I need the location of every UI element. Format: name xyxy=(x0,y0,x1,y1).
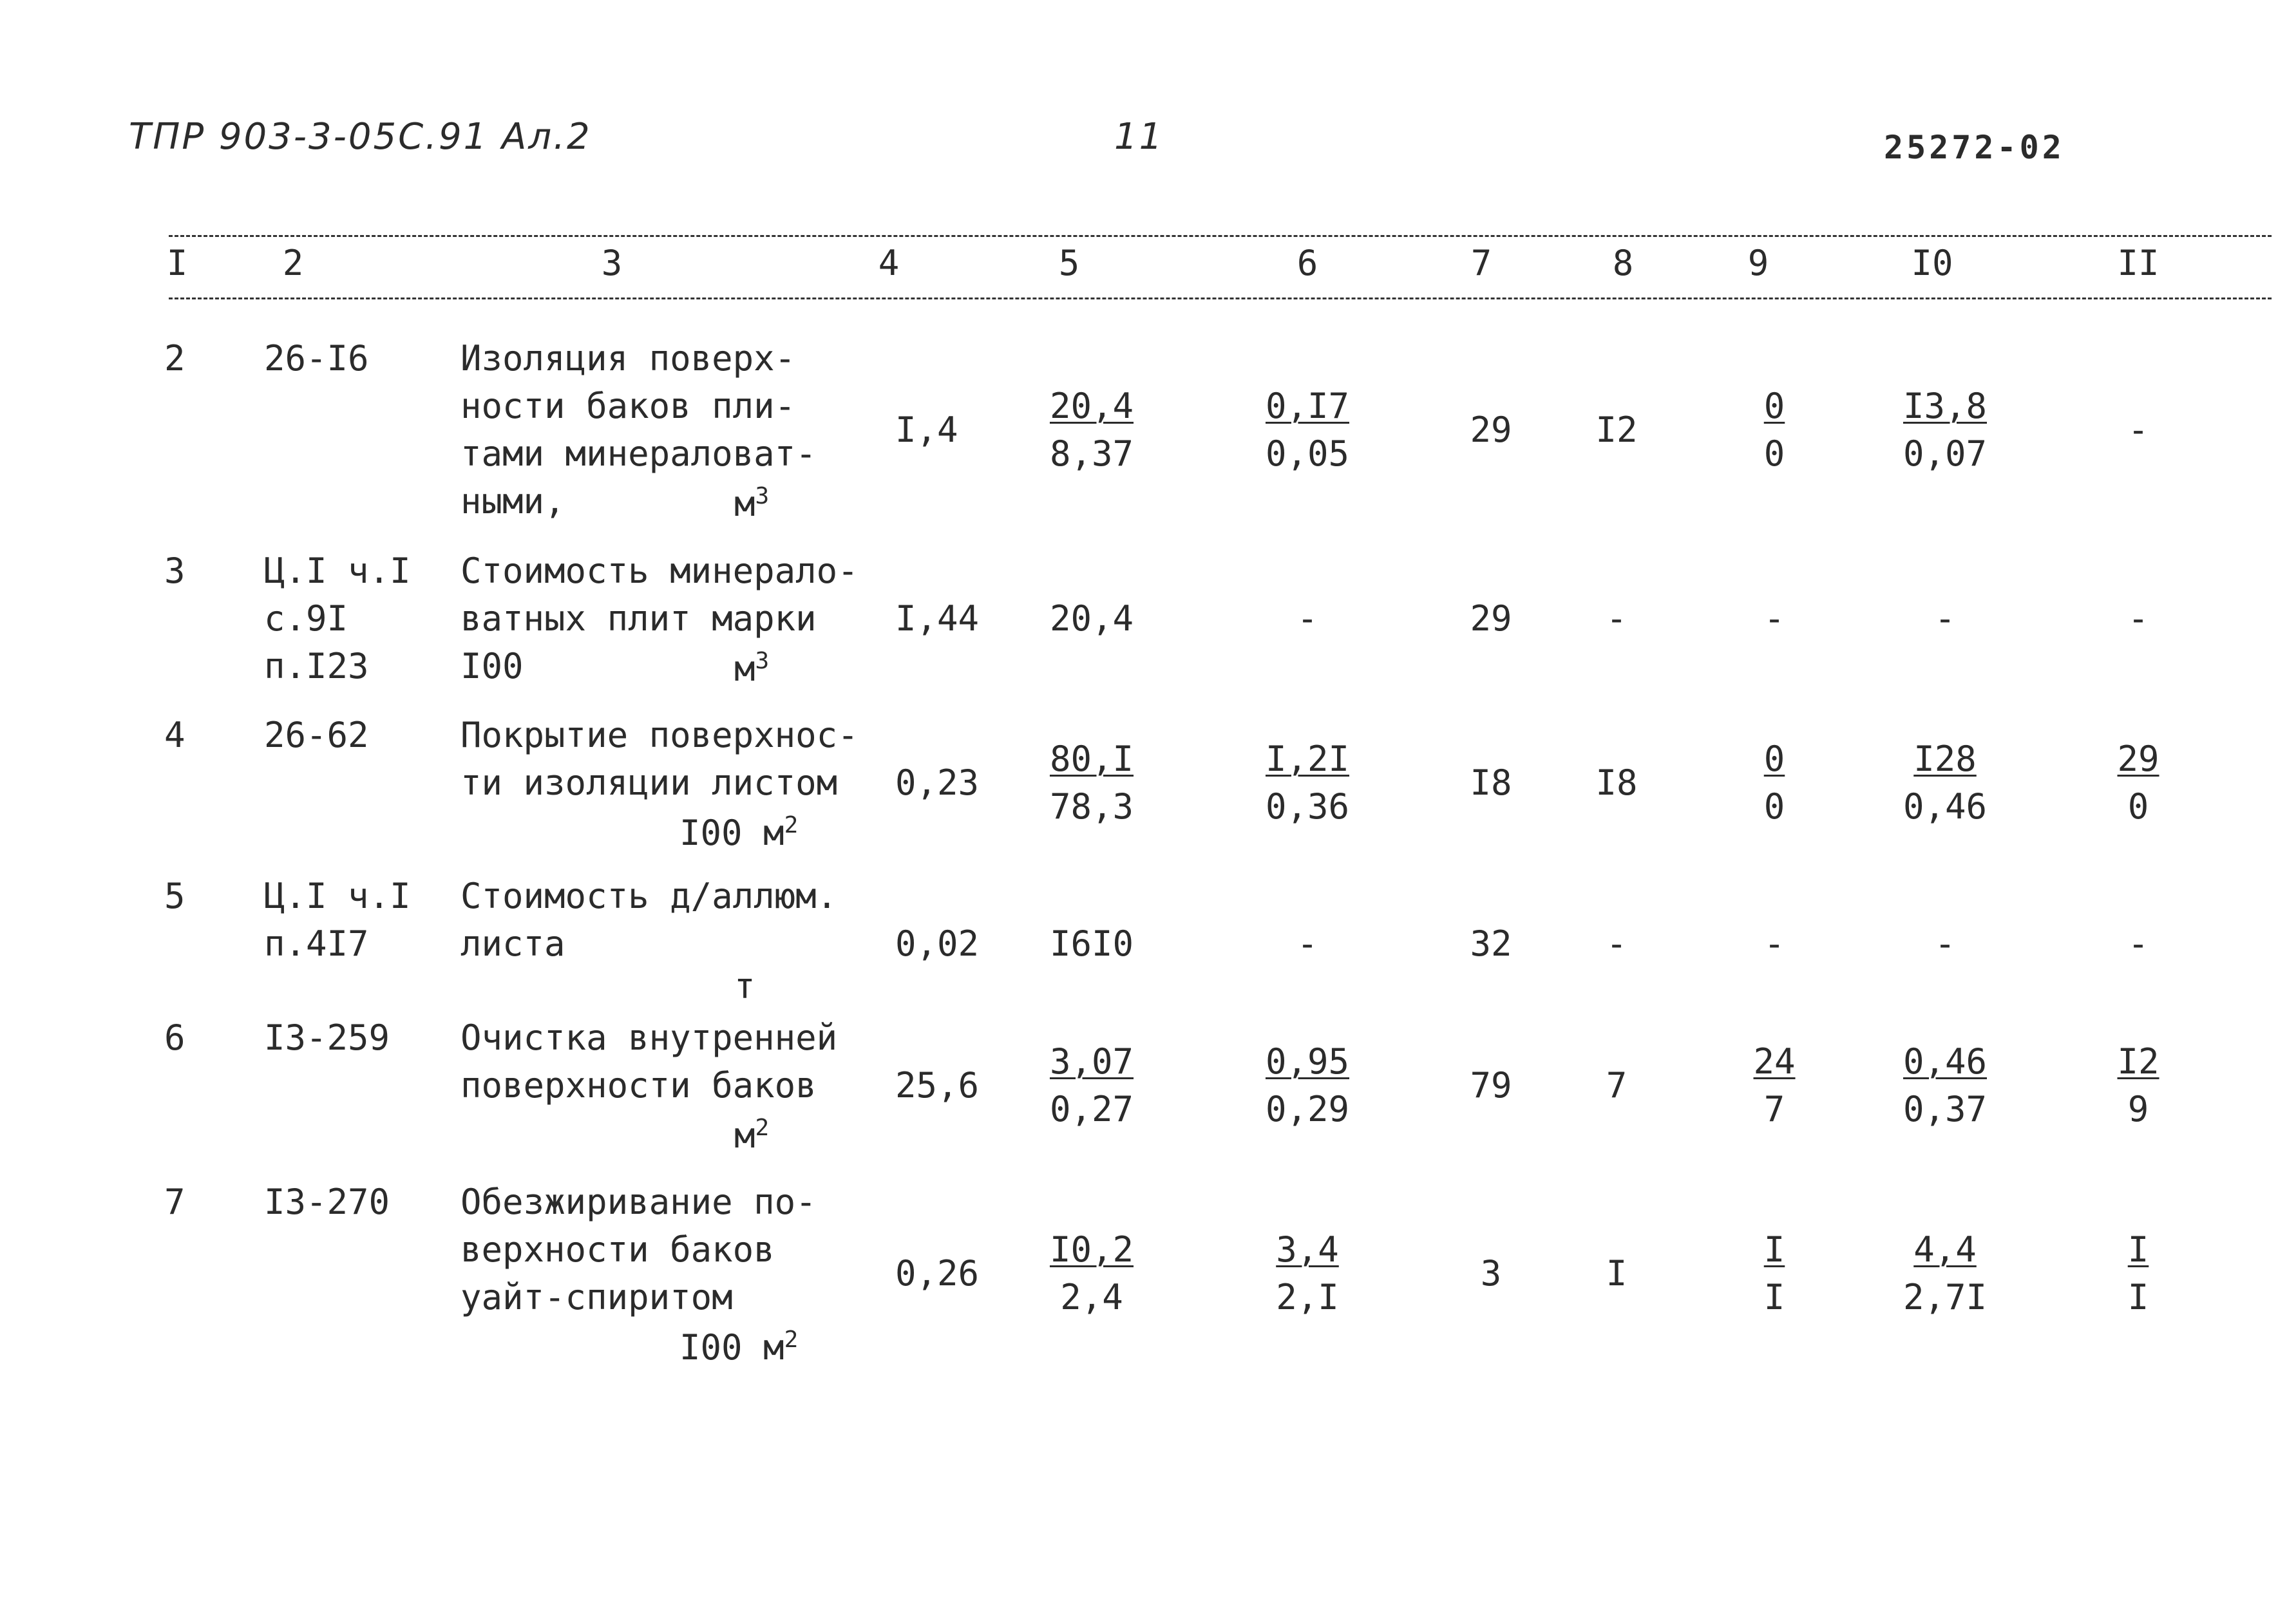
row-c7: 3 xyxy=(1480,1253,1502,1294)
row-c11: - xyxy=(2127,598,2149,639)
col-header-11: II xyxy=(2117,243,2159,283)
row-c9-fraction xyxy=(1726,1038,1823,1133)
col-header-3: 3 xyxy=(601,243,623,283)
row-c7: 29 xyxy=(1470,598,1512,639)
row-c5: 20,4 xyxy=(1049,598,1134,639)
row-c8: 7 xyxy=(1606,1065,1628,1106)
fraction-numerator: 20,4 xyxy=(1049,386,1134,426)
row-number: 4 xyxy=(164,715,185,755)
fraction-numerator: 3,4 xyxy=(1276,1229,1339,1270)
row-c9-fraction xyxy=(1726,382,1823,478)
row-c5-fraction xyxy=(1030,1226,1153,1321)
table-top-rule xyxy=(169,235,2272,237)
row-c11-fraction xyxy=(2087,1226,2190,1321)
fraction-numerator: 29 xyxy=(2117,739,2159,779)
fraction-denominator: 2,I xyxy=(1276,1277,1339,1317)
fraction-denominator: 78,3 xyxy=(1049,786,1134,827)
row-c7: I8 xyxy=(1470,762,1512,803)
row-quantity: 0,02 xyxy=(895,923,980,964)
row-unit: $м^3$ xyxy=(734,648,770,689)
row-c10-fraction xyxy=(1887,1226,2003,1321)
row-c7: 29 xyxy=(1470,410,1512,450)
fraction-denominator: 0 xyxy=(1763,786,1785,827)
fraction-denominator: 0,05 xyxy=(1265,433,1350,474)
row-c10-fraction xyxy=(1887,1038,2003,1133)
col-header-7: 7 xyxy=(1470,243,1492,283)
row-c10-fraction xyxy=(1887,382,2003,478)
row-c6-fraction xyxy=(1243,382,1372,478)
col-header-2: 2 xyxy=(282,243,304,283)
row-code: Ц.I ч.I с.9I п.I23 xyxy=(264,551,411,686)
fraction-numerator: I xyxy=(1763,1229,1785,1270)
row-c8: - xyxy=(1606,598,1628,639)
row-c5: I6I0 xyxy=(1049,923,1134,964)
row-c7: 79 xyxy=(1470,1065,1512,1106)
col-header-9: 9 xyxy=(1747,243,1769,283)
row-unit: I00 $м^2$ xyxy=(679,1327,799,1368)
row-code: 26-I6 xyxy=(264,338,369,379)
row-number: 3 xyxy=(164,551,185,591)
row-c5-fraction xyxy=(1030,382,1153,478)
row-code: I3-259 xyxy=(264,1017,390,1058)
row-c8: - xyxy=(1606,923,1628,964)
fraction-denominator: 9 xyxy=(2127,1089,2149,1129)
fraction-numerator: 0 xyxy=(1763,386,1785,426)
fraction-denominator: 0 xyxy=(2127,786,2149,827)
row-c8: I2 xyxy=(1595,410,1638,450)
fraction-denominator: 0,07 xyxy=(1903,433,1988,474)
row-c11: - xyxy=(2127,410,2149,450)
fraction-numerator: 0,95 xyxy=(1265,1041,1350,1082)
row-c10: - xyxy=(1934,598,1956,639)
col-header-10: I0 xyxy=(1911,243,1953,283)
row-description: Стоимость д/аллюм. листа xyxy=(460,876,838,964)
row-description: Стоимость минерало- ватных плит марки I00 xyxy=(460,551,859,686)
fraction-numerator: 0,46 xyxy=(1903,1041,1988,1082)
header-bottom-rule xyxy=(169,297,2272,299)
row-unit: I00 $м^2$ xyxy=(679,812,799,853)
row-description: Очистка внутренней поверхности баков xyxy=(460,1017,838,1106)
row-quantity: I,4 xyxy=(895,410,958,450)
row-c6-fraction xyxy=(1243,1226,1372,1321)
row-number: 5 xyxy=(164,876,185,916)
sheet-code: 25272-02 xyxy=(1884,129,2065,166)
row-c6-fraction xyxy=(1243,1038,1372,1133)
row-number: 7 xyxy=(164,1182,185,1222)
row-c11-fraction xyxy=(2087,1038,2190,1133)
fraction-denominator: 0,46 xyxy=(1903,786,1988,827)
row-c5-fraction xyxy=(1030,1038,1153,1133)
fraction-numerator: I3,8 xyxy=(1903,386,1988,426)
row-c6: - xyxy=(1296,598,1318,639)
fraction-denominator: 0,36 xyxy=(1265,786,1350,827)
document-code: ТПР 903-3-05С.91 Ал.2 xyxy=(129,116,592,158)
fraction-numerator: 24 xyxy=(1753,1041,1796,1082)
row-number: 2 xyxy=(164,338,185,379)
fraction-numerator: 0 xyxy=(1763,739,1785,779)
col-header-1: I xyxy=(166,243,188,283)
fraction-numerator: 3,07 xyxy=(1049,1041,1134,1082)
fraction-denominator: 7 xyxy=(1763,1089,1785,1129)
fraction-numerator: I,2I xyxy=(1265,739,1350,779)
fraction-denominator: 0,29 xyxy=(1265,1089,1350,1129)
fraction-numerator: I2 xyxy=(2117,1041,2159,1082)
row-quantity: 0,26 xyxy=(895,1253,980,1294)
row-code: I3-270 xyxy=(264,1182,390,1222)
page-number: 11 xyxy=(1114,116,1164,158)
fraction-denominator: I xyxy=(2127,1277,2149,1317)
row-c8: I xyxy=(1606,1253,1628,1294)
row-quantity: 25,6 xyxy=(895,1065,980,1106)
row-description: Обезжиривание по- верхности баков уайт-спиритом xyxy=(460,1182,817,1317)
row-c9: - xyxy=(1763,598,1785,639)
row-quantity: 0,23 xyxy=(895,762,980,803)
row-c10: - xyxy=(1934,923,1956,964)
fraction-denominator: 0,27 xyxy=(1049,1089,1134,1129)
fraction-denominator: 8,37 xyxy=(1049,433,1134,474)
row-code: 26-62 xyxy=(264,715,369,755)
fraction-numerator: 4,4 xyxy=(1913,1229,1977,1270)
row-c6: - xyxy=(1296,923,1318,964)
row-c11: - xyxy=(2127,923,2149,964)
row-c9-fraction xyxy=(1726,1226,1823,1321)
fraction-numerator: I xyxy=(2127,1229,2149,1270)
col-header-6: 6 xyxy=(1296,243,1318,283)
col-header-4: 4 xyxy=(878,243,900,283)
row-c11-fraction xyxy=(2087,735,2190,831)
col-header-5: 5 xyxy=(1058,243,1080,283)
row-unit: $м^2$ xyxy=(734,1115,770,1156)
fraction-numerator: 80,I xyxy=(1049,739,1134,779)
fraction-denominator: I xyxy=(1763,1277,1785,1317)
fraction-denominator: 2,7I xyxy=(1903,1277,1988,1317)
col-header-8: 8 xyxy=(1612,243,1634,283)
row-c7: 32 xyxy=(1470,923,1512,964)
fraction-denominator: 0 xyxy=(1763,433,1785,474)
row-c9-fraction xyxy=(1726,735,1823,831)
row-c8: I8 xyxy=(1595,762,1638,803)
fraction-denominator: 2,4 xyxy=(1060,1277,1123,1317)
row-number: 6 xyxy=(164,1017,185,1058)
fraction-numerator: 0,I7 xyxy=(1265,386,1350,426)
row-code: Ц.I ч.I п.4I7 xyxy=(264,876,411,964)
row-c9: - xyxy=(1763,923,1785,964)
row-unit: т xyxy=(734,966,755,1006)
fraction-denominator: 0,37 xyxy=(1903,1089,1988,1129)
fraction-numerator: I0,2 xyxy=(1049,1229,1134,1270)
row-quantity: I,44 xyxy=(895,598,980,639)
row-c10-fraction xyxy=(1887,735,2003,831)
row-c5-fraction xyxy=(1030,735,1153,831)
row-description: Покрытие поверхнос- ти изоляции листом xyxy=(460,715,859,803)
row-description: Изоляция поверх- ности баков пли- тами минераловат- ными, xyxy=(460,338,817,522)
row-unit: $м^3$ xyxy=(734,483,770,524)
row-c6-fraction xyxy=(1243,735,1372,831)
fraction-numerator: I28 xyxy=(1913,739,1977,779)
